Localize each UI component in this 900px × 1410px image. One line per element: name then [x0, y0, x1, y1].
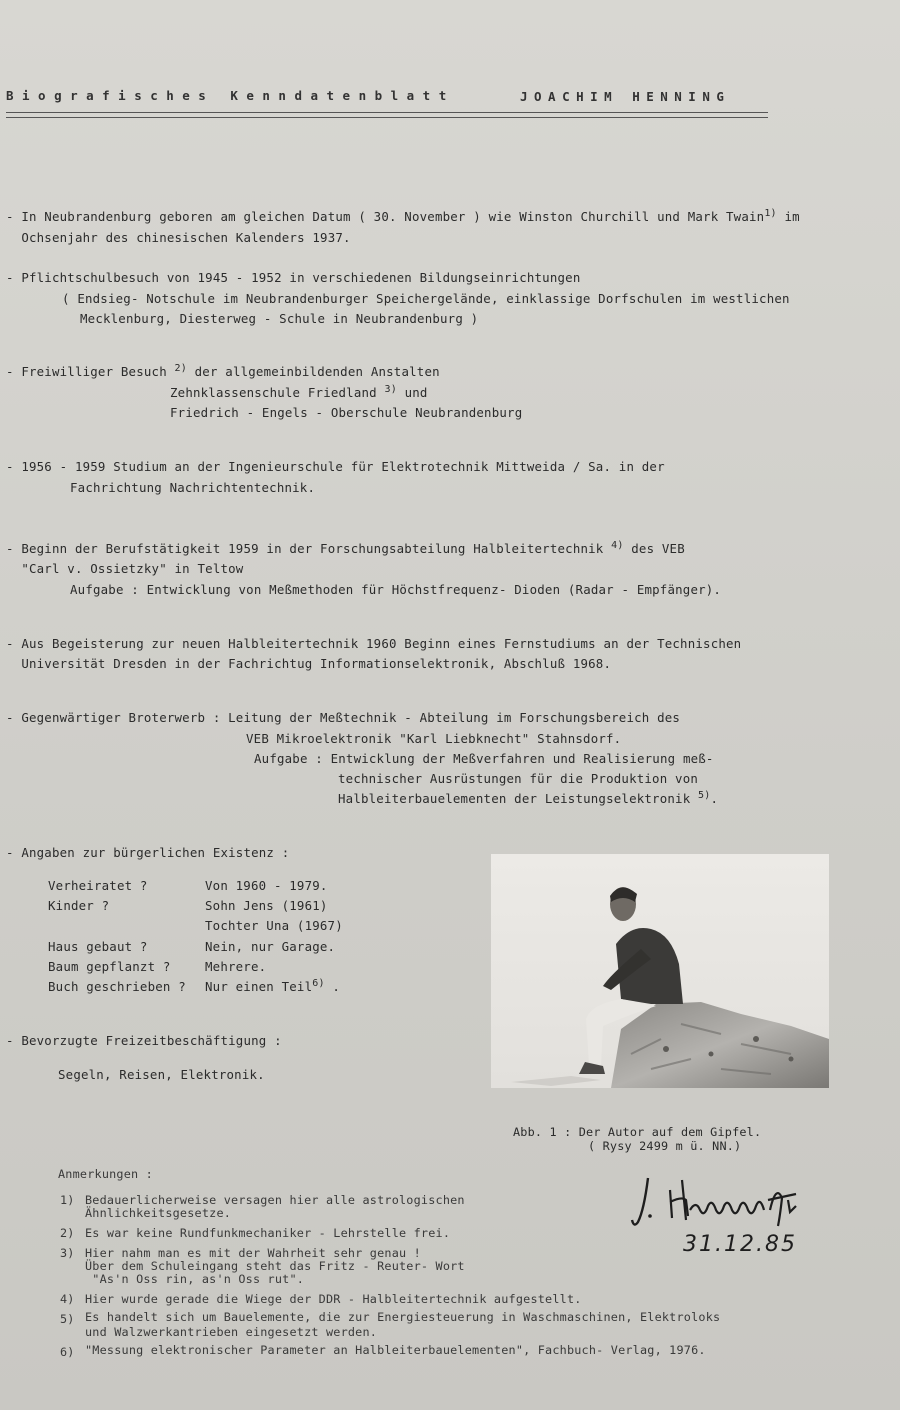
note-3-line-3: "As'n Oss rin, as'n Oss rut". [85, 1272, 305, 1286]
note-3-line-2: Über dem Schuleingang steht das Fritz - Reuter- Wort [85, 1259, 465, 1273]
civil-a-4: Mehrere. [205, 959, 267, 974]
school-line-2: ( Endsieg- Notschule im Neubrandenburger Speichergelände, einklassige Dorfschulen im westlichen [62, 291, 790, 306]
career-line-2: "Carl v. Ossietzky" in Teltow [6, 561, 244, 576]
note-5-line-2: und Walzwerkantrieben eingesetzt werden. [85, 1325, 378, 1339]
note-number: 2) [60, 1226, 75, 1240]
civil-a-3: Nein, nur Garage. [205, 939, 336, 954]
notes-title: Anmerkungen : [58, 1167, 153, 1181]
note-1-line-2: Ähnlichkeitsgesetze. [85, 1206, 232, 1220]
fernstudium-line-1: - Aus Begeisterung zur neuen Halbleitertechnik 1960 Beginn eines Fernstudiums an der Technischen [6, 636, 742, 651]
civil-q-5: Buch geschrieben ? [48, 979, 186, 994]
note-6-line-1: "Messung elektronischer Parameter an Halbleiterbauelementen", Fachbuch- Verlag, 1976. [85, 1343, 706, 1357]
job-line-2: VEB Mikroelektronik "Karl Liebknecht" Stahnsdorf. [246, 731, 622, 746]
note-2-line-1: Es war keine Rundfunkmechaniker - Lehrstelle frei. [85, 1226, 451, 1240]
voluntary-line-3: Friedrich - Engels - Oberschule Neubrandenburg [170, 405, 523, 420]
note-number: 4) [60, 1292, 75, 1306]
career-line-1: - Beginn der Berufstätigkeit 1959 in der Forschungsabteilung Halbleitertechnik $^{4)}$ des VEB [6, 540, 685, 556]
civil-a-5: Nur einen Teil$^{6)}$ . [205, 978, 341, 994]
fernstudium-line-2: Universität Dresden in der Fachrichtug Informationselektronik, Abschluß 1968. [6, 656, 612, 671]
author-photo [491, 854, 829, 1088]
civil-q-1: Kinder ? [48, 898, 110, 913]
school-line-3: Mecklenburg, Diesterweg - Schule in Neubrandenburg ) [80, 311, 479, 326]
job-line-3: Aufgabe : Entwicklung der Meßverfahren und Realisierung meß- [254, 751, 714, 766]
header-title: Biografisches Kenndatenblatt [6, 88, 455, 103]
civil-a-1: Sohn Jens (1961) [205, 898, 328, 913]
note-number: 3) [60, 1246, 75, 1260]
note-5-line-1: Es handelt sich um Bauelemente, die zur Energiesteuerung in Waschmaschinen, Elektroloks [85, 1310, 721, 1324]
handwritten-signature [630, 1170, 810, 1230]
study-line-1: - 1956 - 1959 Studium an der Ingenieurschule für Elektrotechnik Mittweida / Sa. in der [6, 459, 665, 474]
hobby-title: - Bevorzugte Freizeitbeschäftigung : [6, 1033, 282, 1048]
note-number: 5) [60, 1312, 75, 1326]
civil-q-0: Verheiratet ? [48, 878, 148, 893]
civil-q-4: Baum gepflanzt ? [48, 959, 171, 974]
birth-line-2: Ochsenjahr des chinesischen Kalenders 1937. [6, 230, 351, 245]
job-line-5: Halbleiterbauelementen der Leistungselektronik $^{5)}$. [338, 790, 719, 806]
hobby-value: Segeln, Reisen, Elektronik. [58, 1067, 265, 1082]
note-number: 1) [60, 1193, 75, 1207]
note-1-line-1: Bedauerlicherweise versagen hier alle astrologischen [85, 1193, 465, 1207]
note-number: 6) [60, 1345, 75, 1359]
note-3-line-1: Hier nahm man es mit der Wahrheit sehr genau ! [85, 1246, 421, 1260]
header-name: JOACHIM HENNING [520, 89, 731, 104]
voluntary-line-2: Zehnklassenschule Friedland $^{3)}$ und [170, 384, 428, 400]
civil-a-0: Von 1960 - 1979. [205, 878, 328, 893]
civil-q-3: Haus gebaut ? [48, 939, 148, 954]
signature-date: 31.12.85 [683, 1232, 797, 1257]
job-line-1: - Gegenwärtiger Broterwerb : Leitung der Meßtechnik - Abteilung im Forschungsbereich des [6, 710, 681, 725]
career-line-3: Aufgabe : Entwicklung von Meßmethoden für Höchstfrequenz- Dioden (Radar - Empfänger). [70, 582, 722, 597]
civil-title: - Angaben zur bürgerlichen Existenz : [6, 845, 290, 860]
photo-caption-line-1: Abb. 1 : Der Autor auf dem Gipfel. [513, 1125, 762, 1139]
photo-caption-line-2: ( Rysy 2499 m ü. NN.) [588, 1139, 742, 1153]
job-line-4: technischer Ausrüstungen für die Produktion von [338, 771, 699, 786]
school-line-1: - Pflichtschulbesuch von 1945 - 1952 in verschiedenen Bildungseinrichtungen [6, 270, 581, 285]
civil-a-2: Tochter Una (1967) [205, 918, 343, 933]
voluntary-line-1: - Freiwilliger Besuch $^{2)}$ der allgemeinbildenden Anstalten [6, 363, 440, 379]
note-4-line-1: Hier wurde gerade die Wiege der DDR - Halbleitertechnik aufgestellt. [85, 1292, 582, 1306]
study-line-2: Fachrichtung Nachrichtentechnik. [70, 480, 316, 495]
birth-line-1: - In Neubrandenburg geboren am gleichen Datum ( 30. November ) wie Winston Churchill und Mark Twain$^{1)}$ im [6, 208, 800, 224]
header-rule [6, 112, 768, 118]
